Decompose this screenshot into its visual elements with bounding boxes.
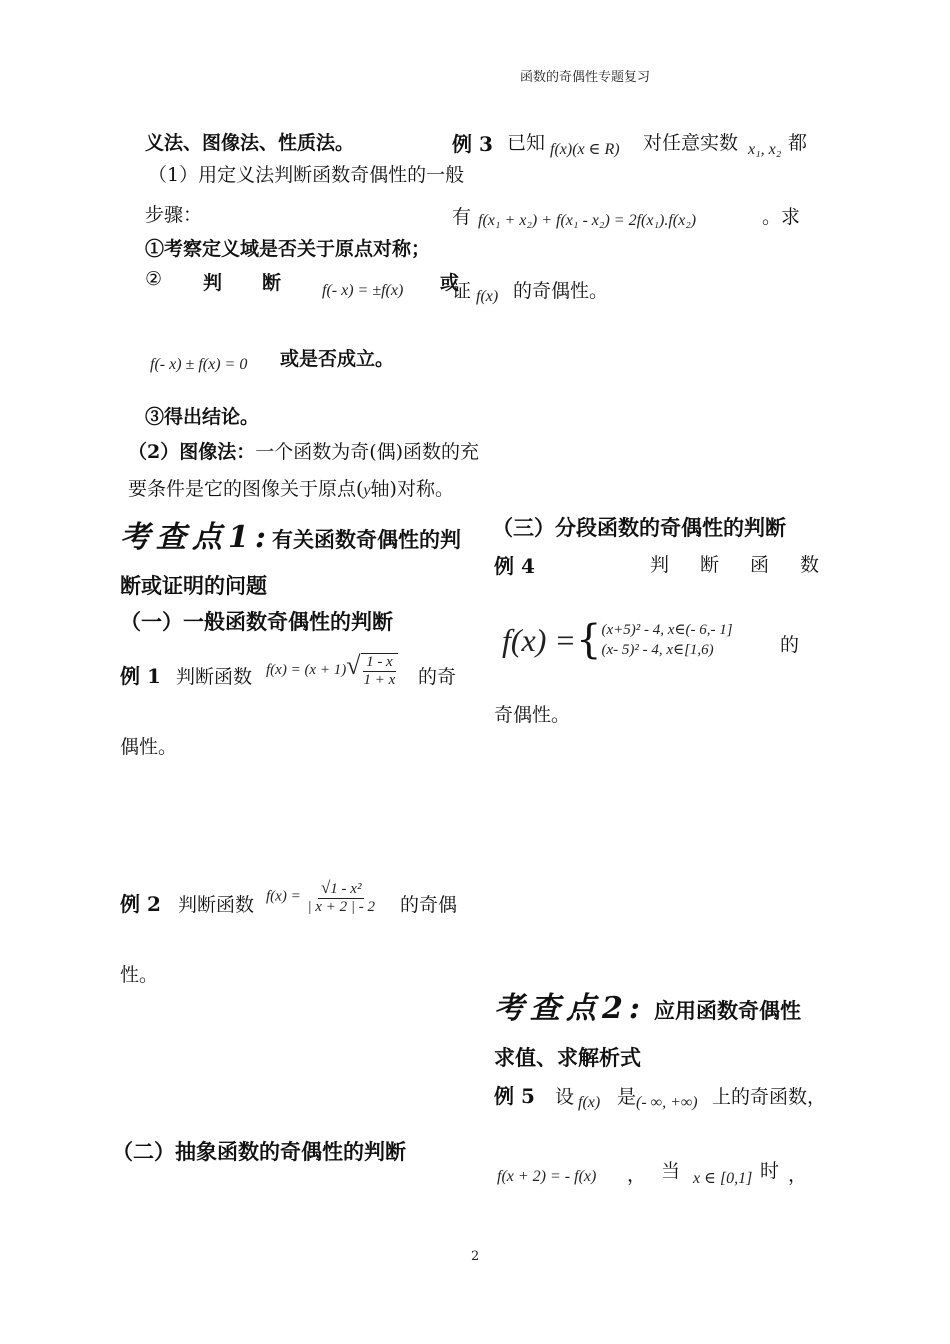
example-3-tail: 的奇偶性。: [513, 280, 609, 302]
sqrt-icon: √: [320, 878, 331, 897]
example-3-equation: f(x₁ + x₂) + f(x₁ - x₂) = 2f(x₁).f(x₂): [478, 212, 697, 229]
definition-method-heading: （1）用定义法判断函数奇偶性的一般: [148, 164, 465, 186]
kp1-heading: [120, 512, 461, 556]
example-3-text-3: 都: [788, 132, 808, 154]
step-2-tail: 或是否成立。: [280, 348, 395, 370]
example-3-prove: 证: [452, 280, 472, 302]
step-2-formula-2: f(- x) ± f(x) = 0: [150, 356, 248, 373]
left-brace-icon: {: [576, 617, 602, 664]
example-2-formula: [266, 878, 378, 916]
example-2-label: 例 2: [120, 892, 161, 916]
kp2-text: 应用函数奇偶性: [653, 998, 801, 1023]
example-4-tail: 的: [780, 634, 800, 656]
kp2-title: 考查点2:: [494, 991, 646, 1026]
example-3-end: 。求: [762, 206, 801, 228]
y-axis-symbol: y: [363, 482, 371, 499]
graph-method-line-2: [128, 474, 454, 501]
example-5-comma-2: ，: [788, 1164, 808, 1186]
graph-method-text: 一个函数为奇(偶)函数的充: [255, 441, 480, 463]
page-number: 2: [471, 1249, 480, 1264]
example-4-text: 判 断 函 数: [650, 554, 826, 576]
graph-method-label: （2）图像法：: [128, 441, 256, 463]
step-2-number: ②: [145, 268, 163, 290]
example-5-text: 设: [555, 1086, 575, 1108]
example-2-fraction: [304, 878, 378, 916]
steps-label: 步骤：: [145, 204, 203, 226]
step-2-formula: f(- x) = ±f(x): [322, 282, 404, 299]
example-3-have: 有: [452, 206, 472, 228]
example-1-formula: [266, 651, 398, 689]
example-3-text-2: 对任意实数: [643, 132, 739, 154]
example-3-label: 例 3: [452, 132, 493, 156]
example-5-comma: ，: [627, 1164, 647, 1186]
example-5-when: 当: [661, 1160, 681, 1182]
example-5-label: 例 5: [494, 1084, 535, 1108]
kp1-text-2: 断或证明的问题: [120, 573, 267, 598]
method-summary-line: 义法、图像法、性质法。: [145, 132, 355, 154]
step-1: ①考察定义域是否关于原点对称；: [145, 238, 431, 260]
graph-method-line: [128, 437, 479, 464]
graph-method-text-2b: 轴)对称。: [370, 478, 454, 500]
example-4-tail-2: 奇偶性。: [494, 704, 571, 726]
example-1-numerator: 1 - x: [363, 654, 396, 672]
example-4-case-2: (x- 5)² - 4, x∈[1,6): [601, 642, 714, 659]
example-4-formula: [502, 617, 733, 664]
example-5-text-3: 上的奇函数，: [712, 1086, 827, 1108]
step-2-word-a: 判: [203, 272, 223, 294]
example-3-text: 已知: [507, 132, 546, 154]
kp1-title: 考查点1:: [120, 520, 272, 555]
section-general-functions: （一）一般函数奇偶性的判断: [120, 609, 393, 634]
section-abstract-functions: （二）抽象函数的奇偶性的判断: [112, 1139, 406, 1164]
kp1-text: 有关函数奇偶性的判: [271, 527, 461, 552]
example-1-tail-2: 偶性。: [120, 736, 178, 758]
example-1-f: f(x) = (x + 1): [266, 662, 347, 678]
step-2-or: 或: [440, 272, 460, 294]
example-2-f: f(x) =: [266, 888, 301, 905]
example-3-vars: x₁, x₂: [748, 141, 782, 158]
example-2-tail-2: 性。: [120, 964, 159, 986]
example-1-denominator: 1 + x: [363, 671, 396, 688]
example-2-denominator: | x + 2 | - 2: [307, 899, 375, 915]
example-5-f: f(x): [578, 1094, 601, 1111]
piecewise-cases: [601, 620, 732, 661]
example-5-time: 时: [760, 1160, 780, 1182]
example-5-x: x ∈ [0,1]: [693, 1170, 753, 1187]
example-5-text-2: 是: [617, 1086, 637, 1108]
example-4-case-1: (x+5)² - 4, x∈(- 6,- 1]: [601, 622, 733, 638]
example-1-tail: 的奇: [418, 666, 457, 688]
graph-method-text-2a: 要条件是它的图像关于原点(: [128, 478, 364, 500]
step-3: ③得出结论。: [145, 406, 260, 428]
example-1-fraction: [361, 653, 399, 689]
example-3-fx: f(x): [476, 288, 499, 305]
kp2-heading: [494, 983, 801, 1027]
example-2-tail: 的奇偶: [400, 894, 458, 916]
page-header-title: 函数的奇偶性专题复习: [520, 70, 651, 85]
example-4-f: f(x) =: [502, 621, 576, 658]
section-piecewise-functions: （三）分段函数的奇偶性的判断: [492, 515, 786, 540]
sqrt-icon: √: [346, 651, 361, 680]
step-2-word-b: 断: [262, 272, 282, 294]
example-5-domain: (- ∞, +∞): [636, 1094, 698, 1111]
example-2-text: 判断函数: [178, 894, 255, 916]
kp2-text-2: 求值、求解析式: [494, 1045, 641, 1070]
example-1-text: 判断函数: [176, 666, 253, 688]
example-4-label: 例 4: [494, 554, 535, 578]
example-3-f: f(x)(x ∈ R): [550, 141, 620, 158]
example-2-numerator: √1 - x²: [318, 878, 365, 899]
example-5-equation: f(x + 2) = - f(x): [497, 1168, 597, 1185]
example-1-label: 例 1: [120, 664, 161, 688]
